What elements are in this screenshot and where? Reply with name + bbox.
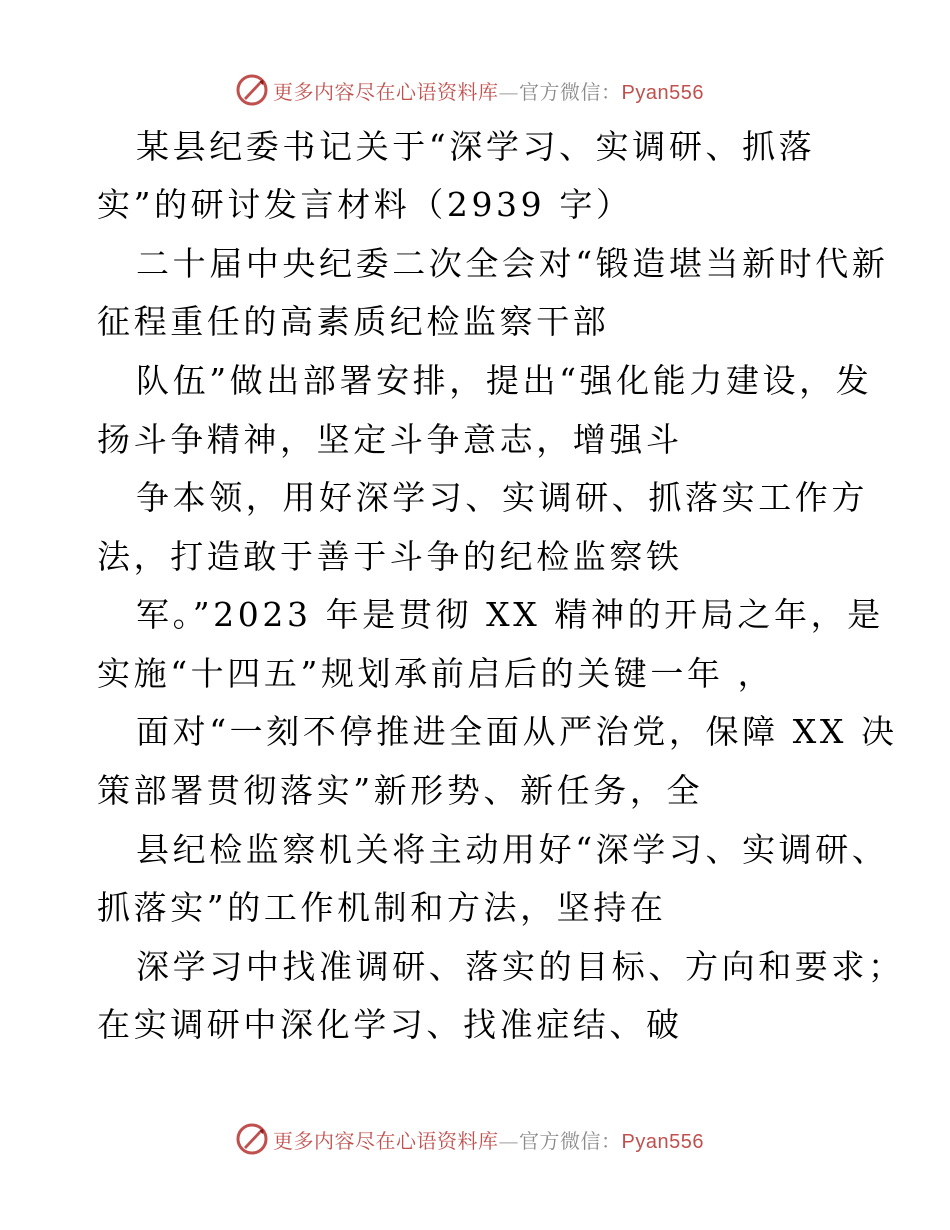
watermark-brand: 更多内容尽在心语资料库 <box>273 79 499 104</box>
header-watermark <box>235 73 704 107</box>
text-line: 在实调研中深化学习、找准症结、破 <box>97 1005 683 1044</box>
text-line: 扬斗争精神，坚定斗争意志，增强斗 <box>97 420 683 459</box>
watermark-text <box>273 76 704 105</box>
text-line: 县纪检监察机关将主动用好“深学习、实调研、 <box>136 830 889 869</box>
text-line: 策部署贯彻落实”新形势、新任务，全 <box>97 771 704 810</box>
watermark-separator: — <box>498 1128 519 1153</box>
text-line: 征程重任的高素质纪检监察干部 <box>97 302 610 341</box>
watermark-brand: 更多内容尽在心语资料库 <box>273 1128 499 1153</box>
text-line: 法，打造敢于善于斗争的纪检监察铁 <box>97 537 683 576</box>
text-line: 二十届中央纪委二次全会对“锻造堪当新时代新 <box>136 244 889 283</box>
text-line: 深学习中找准调研、落实的目标、方向和要求； <box>136 947 905 986</box>
watermark-id: Pyan556 <box>621 1130 704 1153</box>
text-line: 面对“一刻不停推进全面从严治党，保障 XX 决 <box>136 712 898 751</box>
quill-logo-icon <box>235 1122 269 1156</box>
watermark-text <box>273 1125 704 1154</box>
text-line: 实”的研讨发言材料（2939 字） <box>97 185 633 224</box>
watermark-id: Pyan556 <box>621 81 704 104</box>
watermark-label: 官方微信： <box>519 1128 622 1153</box>
text-line: 争本领，用好深学习、实调研、抓落实工作方 <box>136 478 868 517</box>
text-line: 某县纪委书记关于“深学习、实调研、抓落 <box>136 127 816 166</box>
text-line: 军。”2023 年是贯彻 XX 精神的开局之年，是 <box>136 595 884 634</box>
watermark-separator: — <box>498 79 519 104</box>
text-line: 队伍”做出部署安排，提出“强化能力建设，发 <box>136 361 873 400</box>
text-line: 抓落实”的工作机制和方法，坚持在 <box>97 888 667 927</box>
watermark-label: 官方微信： <box>519 79 622 104</box>
text-line: 实施“十四五”规划承前启后的关键一年 ， <box>97 654 775 693</box>
quill-logo-icon <box>235 73 269 107</box>
footer-watermark <box>235 1122 704 1156</box>
